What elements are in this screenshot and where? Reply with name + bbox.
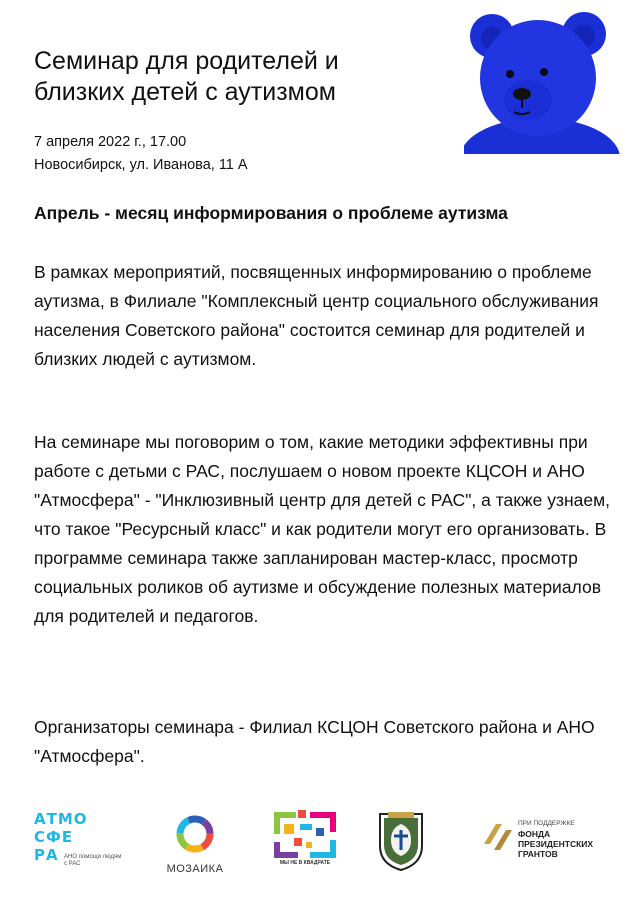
pixel-blocks-icon (270, 808, 340, 860)
blue-teddy-bear-image (464, 8, 624, 154)
page-title: Семинар для родителей и близких детей с аутизмом (34, 47, 339, 106)
event-details (34, 131, 248, 177)
grants-pre-label: ПРИ ПОДДЕРЖКЕ (518, 820, 575, 827)
paragraph-program: На семинаре мы поговорим о том, какие методики эффективны при работе с детьми с РАС, послушаем о новом проекте КЦСОН и АНО "Атмосфера" - "Инклюзивный центр для детей с РАС", а также узнаем, что такое "Ресурсный класс" и как родители могут его организовать. В программе семинара также запланирован мастер-класс, просмотр социальных роликов об аутизме и обсуждение полезных материалов для родителей и педагогов. (34, 432, 611, 626)
atmosfera-tagline: АНО помощи людям с РАС (64, 854, 122, 867)
atmosfera-logo-line1: АТМО (34, 810, 88, 828)
mozaika-ring-icon (173, 812, 217, 856)
grants-name-line1: ФОНДА (518, 829, 551, 839)
grants-emblem-icon (482, 822, 512, 852)
pixel-project-logo (270, 808, 340, 872)
grants-name-line3: ГРАНТОВ (518, 849, 558, 859)
atmosfera-logo-line2: СФЕ (34, 828, 74, 846)
pixel-project-caption: МЫ НЕ В КВАДРАТЕ (279, 860, 331, 866)
presidential-grants-fund-logo (482, 820, 612, 866)
event-date-time: 7 апреля 2022 г., 17.00 (34, 134, 187, 150)
mozaika-caption: МОЗАИКА (166, 863, 224, 875)
event-address: Новосибирск, ул. Иванова, 11 А (34, 157, 248, 173)
paragraph-organizers: Организаторы семинара - Филиал КСЦОН Советского района и АНО "Атмосфера". (34, 717, 595, 766)
grants-name-line2: ПРЕЗИДЕНТСКИХ (518, 839, 594, 849)
mozaika-logo (150, 812, 240, 874)
grants-name (518, 829, 593, 859)
paragraph-intro: В рамках мероприятий, посвященных информированию о проблеме аутизма, в Филиале "Комплексный центр социального обслуживания населения Советского района" состоится семинар для родителей и близких людей с аутизмом. (34, 262, 599, 369)
atmosfera-logo-line3: РА (34, 846, 59, 864)
section-heading: Апрель - месяц информирования о проблеме аутизма (34, 203, 508, 223)
partner-logos (0, 798, 636, 888)
atmosfera-logo (34, 810, 124, 872)
novosibirsk-coat-of-arms-icon (376, 810, 426, 872)
